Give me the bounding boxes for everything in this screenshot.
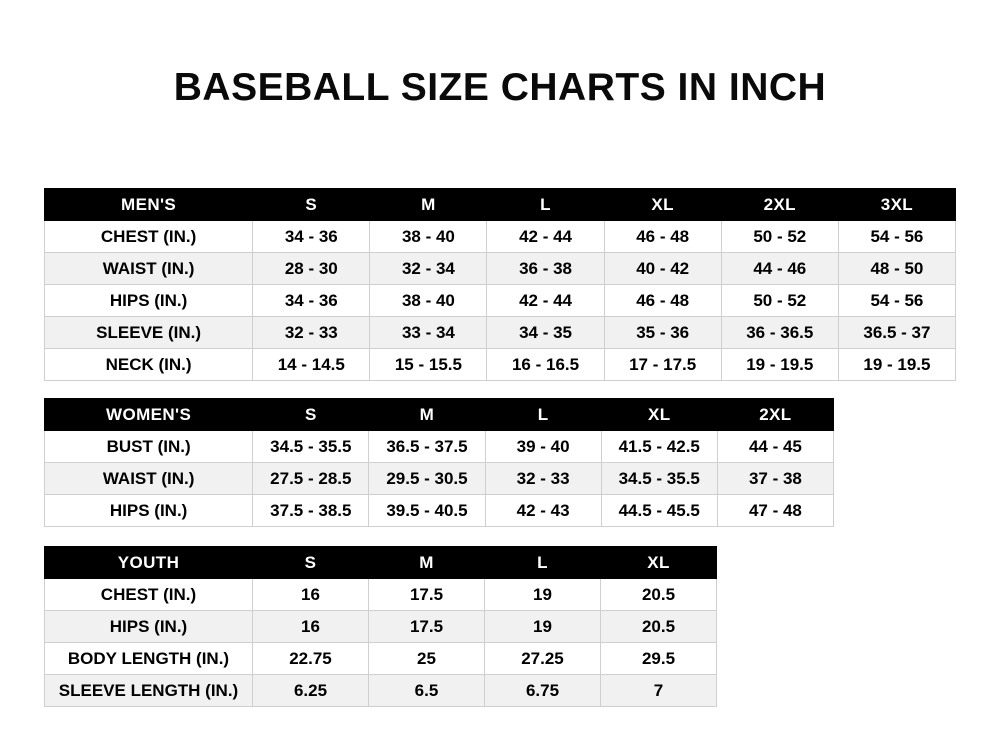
- column-header-category: YOUTH: [45, 547, 253, 579]
- cell: 22.75: [253, 643, 369, 675]
- youth-size-table: [44, 546, 717, 707]
- row-label: BUST (IN.): [45, 431, 253, 463]
- table-row: [45, 495, 834, 527]
- cell: 19: [485, 611, 601, 643]
- cell: 28 - 30: [253, 253, 370, 285]
- table-header-row: [45, 399, 834, 431]
- cell: 35 - 36: [604, 317, 721, 349]
- cell: 6.25: [253, 675, 369, 707]
- cell: 36.5 - 37: [838, 317, 955, 349]
- womens-size-table: [44, 398, 834, 527]
- row-label: HIPS (IN.): [45, 611, 253, 643]
- cell: 20.5: [601, 611, 717, 643]
- cell: 27.5 - 28.5: [253, 463, 369, 495]
- cell: 42 - 43: [485, 495, 601, 527]
- column-header-m: M: [370, 189, 487, 221]
- cell: 15 - 15.5: [370, 349, 487, 381]
- column-header-2xl: 2XL: [721, 189, 838, 221]
- cell: 46 - 48: [604, 285, 721, 317]
- column-header-xl: XL: [601, 547, 717, 579]
- cell: 16 - 16.5: [487, 349, 604, 381]
- cell: 6.5: [369, 675, 485, 707]
- cell: 19 - 19.5: [721, 349, 838, 381]
- row-label: WAIST (IN.): [45, 463, 253, 495]
- table-row: [45, 579, 717, 611]
- cell: 39 - 40: [485, 431, 601, 463]
- column-header-xl: XL: [604, 189, 721, 221]
- cell: 16: [253, 611, 369, 643]
- table-row: [45, 431, 834, 463]
- row-label: HIPS (IN.): [45, 495, 253, 527]
- cell: 32 - 34: [370, 253, 487, 285]
- cell: 54 - 56: [838, 285, 955, 317]
- column-header-s: S: [253, 399, 369, 431]
- table-row: [45, 611, 717, 643]
- cell: 36 - 36.5: [721, 317, 838, 349]
- cell: 29.5 - 30.5: [369, 463, 485, 495]
- cell: 29.5: [601, 643, 717, 675]
- column-header-s: S: [253, 189, 370, 221]
- cell: 47 - 48: [717, 495, 833, 527]
- cell: 32 - 33: [253, 317, 370, 349]
- table-row: [45, 253, 956, 285]
- table-header-row: [45, 547, 717, 579]
- cell: 42 - 44: [487, 221, 604, 253]
- table-row: [45, 349, 956, 381]
- cell: 44 - 46: [721, 253, 838, 285]
- cell: 27.25: [485, 643, 601, 675]
- cell: 16: [253, 579, 369, 611]
- cell: 42 - 44: [487, 285, 604, 317]
- table-header-row: [45, 189, 956, 221]
- cell: 34.5 - 35.5: [253, 431, 369, 463]
- cell: 14 - 14.5: [253, 349, 370, 381]
- column-header-l: L: [485, 547, 601, 579]
- cell: 38 - 40: [370, 221, 487, 253]
- row-label: BODY LENGTH (IN.): [45, 643, 253, 675]
- row-label: SLEEVE LENGTH (IN.): [45, 675, 253, 707]
- table-row: [45, 317, 956, 349]
- cell: 25: [369, 643, 485, 675]
- cell: 50 - 52: [721, 285, 838, 317]
- column-header-3xl: 3XL: [838, 189, 955, 221]
- cell: 34 - 36: [253, 285, 370, 317]
- column-header-2xl: 2XL: [717, 399, 833, 431]
- row-label: NECK (IN.): [45, 349, 253, 381]
- cell: 19: [485, 579, 601, 611]
- column-header-category: MEN'S: [45, 189, 253, 221]
- cell: 36.5 - 37.5: [369, 431, 485, 463]
- row-label: CHEST (IN.): [45, 221, 253, 253]
- column-header-l: L: [487, 189, 604, 221]
- row-label: CHEST (IN.): [45, 579, 253, 611]
- cell: 36 - 38: [487, 253, 604, 285]
- cell: 39.5 - 40.5: [369, 495, 485, 527]
- column-header-m: M: [369, 399, 485, 431]
- cell: 54 - 56: [838, 221, 955, 253]
- cell: 34 - 36: [253, 221, 370, 253]
- cell: 6.75: [485, 675, 601, 707]
- row-label: WAIST (IN.): [45, 253, 253, 285]
- column-header-m: M: [369, 547, 485, 579]
- row-label: HIPS (IN.): [45, 285, 253, 317]
- cell: 44 - 45: [717, 431, 833, 463]
- cell: 50 - 52: [721, 221, 838, 253]
- mens-size-table: [44, 188, 956, 381]
- cell: 17 - 17.5: [604, 349, 721, 381]
- cell: 48 - 50: [838, 253, 955, 285]
- cell: 34.5 - 35.5: [601, 463, 717, 495]
- column-header-s: S: [253, 547, 369, 579]
- row-label: SLEEVE (IN.): [45, 317, 253, 349]
- cell: 37 - 38: [717, 463, 833, 495]
- cell: 17.5: [369, 579, 485, 611]
- cell: 20.5: [601, 579, 717, 611]
- cell: 44.5 - 45.5: [601, 495, 717, 527]
- column-header-xl: XL: [601, 399, 717, 431]
- cell: 37.5 - 38.5: [253, 495, 369, 527]
- cell: 40 - 42: [604, 253, 721, 285]
- cell: 46 - 48: [604, 221, 721, 253]
- cell: 17.5: [369, 611, 485, 643]
- cell: 34 - 35: [487, 317, 604, 349]
- cell: 38 - 40: [370, 285, 487, 317]
- cell: 33 - 34: [370, 317, 487, 349]
- table-row: [45, 675, 717, 707]
- cell: 7: [601, 675, 717, 707]
- table-row: [45, 221, 956, 253]
- table-row: [45, 285, 956, 317]
- page-title: BASEBALL SIZE CHARTS IN INCH: [173, 66, 827, 109]
- table-row: [45, 643, 717, 675]
- cell: 41.5 - 42.5: [601, 431, 717, 463]
- column-header-category: WOMEN'S: [45, 399, 253, 431]
- table-row: [45, 463, 834, 495]
- cell: 19 - 19.5: [838, 349, 955, 381]
- column-header-l: L: [485, 399, 601, 431]
- cell: 32 - 33: [485, 463, 601, 495]
